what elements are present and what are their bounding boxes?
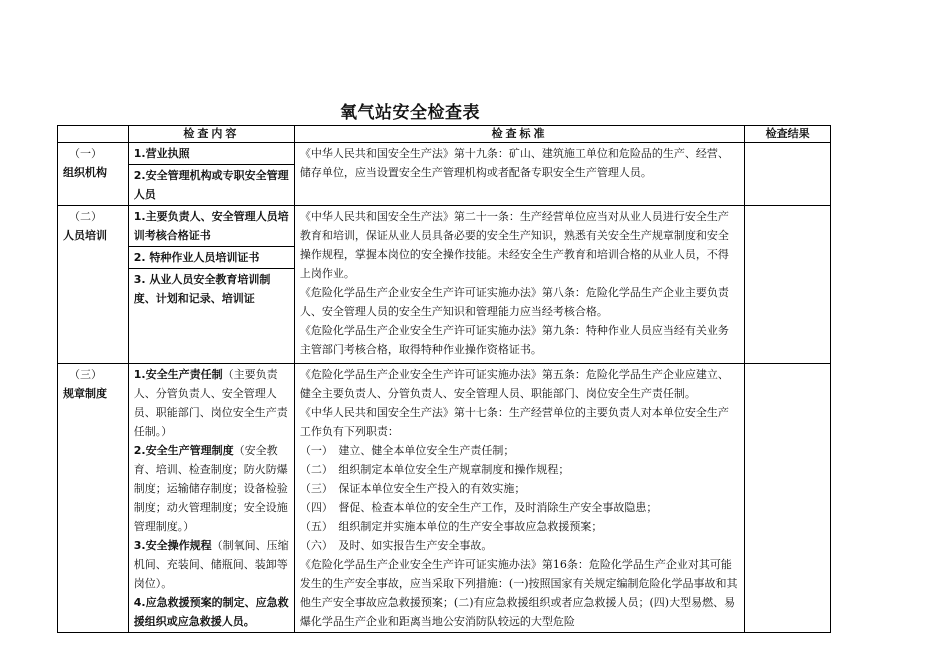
standard-text: （三） 保证本单位安全生产投入的有效实施； [299,482,526,495]
category-cell [58,143,129,206]
category-name: 人员培训 [63,229,107,242]
item-title: 4.应急救援预案的制定、应急救援组织或应急救援人员。 [133,596,289,628]
header-blank [58,126,129,143]
standard-cell [294,143,744,206]
header-content: 检查内容 [128,126,294,143]
check-item: 3. 从业人员安全教育培训制度、计划和记录、培训证 [128,269,294,364]
standard-text: （一） 建立、健全本单位安全生产责任制； [299,444,515,457]
result-cell[interactable] [745,143,831,206]
standard-cell [294,206,744,364]
standard-text: 《中华人民共和国安全生产法》第二十一条：生产经营单位应当对从业人员进行安全生产教育和培训，保证从业人员具备必要的安全生产知识，熟悉有关安全生产规章制度和安全操作规程，掌握本岗位的安全操作技能。未经安全生产教育和培训合格的从业人员，不得上岗作业。 [299,210,729,280]
standard-text: （五） 组织制定并实施本单位的生产安全事故应急救援预案； [299,520,603,533]
item-title: 3.安全操作规程 [133,539,212,552]
item-detail: （安全教育、培训、检查制度；防火防爆制度；运输储存制度；设备检验制度；动火管理制度；安全设施管理制度。） [133,444,288,533]
table-row [58,206,831,247]
category-number: （三） [69,368,102,381]
check-item [128,364,294,633]
item-detail: （主要负责人、分管负责人、安全管理人员、职能部门、岗位安全生产责任制。） [133,368,288,438]
standard-text: 《中华人民共和国安全生产法》第十七条：生产经营单位的主要负责人对本单位安全生产工作负有下列职责： [299,406,729,438]
standard-text: 《危险化学品生产企业安全生产许可证实施办法》第九条：特种作业人员应当经有关业务主管部门考核合格，取得特种作业操作资格证书。 [299,324,729,356]
standard-text: 《危险化学品生产企业安全生产许可证实施办法》第16条：危险化学品生产企业对其可能发生的生产安全事故，应当采取下列措施：(一)按照国家有关规定编制危险化学品事故和其他生产安全事故应急救援预案；(二)有应急救援组织或者应急救援人员；(四)大型易燃、易爆化学品生产企业和距离当地公安消防队较远的大型危险 [299,558,738,628]
category-cell [58,364,129,633]
table-row [58,143,831,165]
category-number: （一） [69,147,102,160]
table-row [58,364,831,633]
result-cell[interactable] [745,364,831,633]
result-cell[interactable] [745,206,831,364]
header-result: 检查结果 [745,126,831,143]
standard-text: （六） 及时、如实报告生产安全事故。 [299,539,493,552]
inspection-table [57,125,831,633]
standard-text: 《中华人民共和国安全生产法》第十九条：矿山、建筑施工单位和危险品的生产、经营、储存单位，应当设置安全生产管理机构或者配备专职安全生产管理人员。 [299,147,729,179]
header-standard: 检查标准 [294,126,744,143]
item-title: 2.安全生产管理制度 [133,444,234,457]
category-cell [58,206,129,364]
check-item: 2. 特种作业人员培训证书 [128,247,294,269]
item-detail: （制氧间、压缩机间、充装间、储瓶间、装卸等岗位）。 [133,539,289,590]
page-title: 氧气站安全检查表 [340,103,480,123]
category-number: （二） [69,210,102,223]
check-item: 1.主要负责人、安全管理人员培训考核合格证书 [128,206,294,247]
header-row [58,126,831,143]
standard-text: 《危险化学品生产企业安全生产许可证实施办法》第八条：危险化学品生产企业主要负责人、安全管理人员的安全生产知识和管理能力应当经考核合格。 [299,286,729,318]
item-title: 1.安全生产责任制 [133,368,223,381]
check-item: 1.营业执照 [128,143,294,165]
standard-text: （二） 组织制定本单位安全生产规章制度和操作规程； [299,463,570,476]
standard-cell [294,364,744,633]
standard-text: 《危险化学品生产企业安全生产许可证实施办法》第五条：危险化学品生产企业应建立、健全主要负责人、分管负责人、安全管理人员、职能部门、岗位安全生产责任制。 [299,368,729,400]
category-name: 规章制度 [63,387,107,400]
category-name: 组织机构 [63,166,107,179]
check-item: 2.安全管理机构或专职安全管理人员 [128,165,294,206]
standard-text: （四） 督促、检查本单位的安全生产工作，及时消除生产安全事故隐患； [299,501,658,514]
